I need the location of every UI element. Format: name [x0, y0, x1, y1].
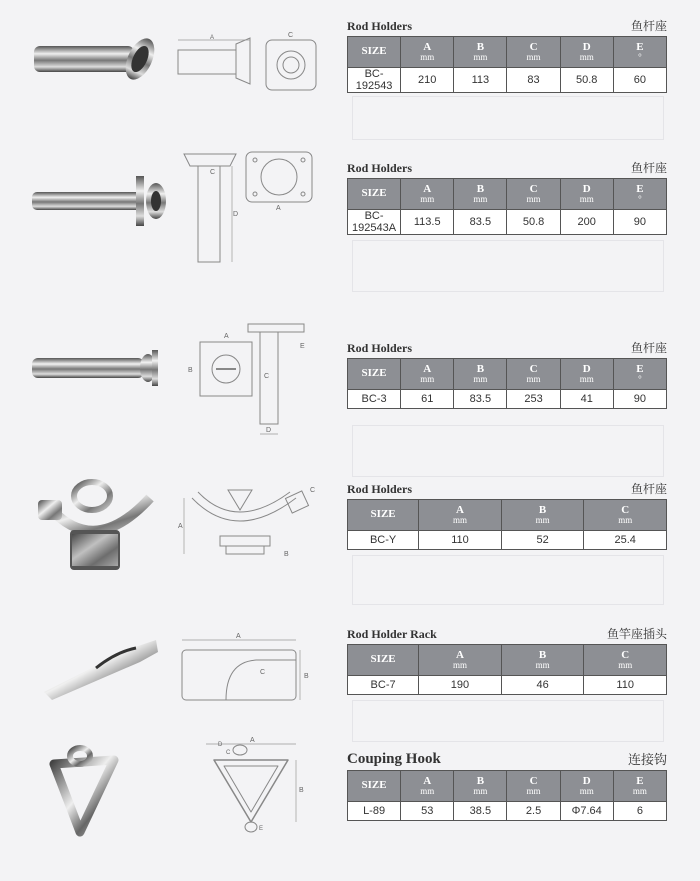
- dim-label: A: [250, 737, 255, 744]
- header-cell: D mm: [560, 771, 613, 802]
- section-title-cn: 鱼杆座: [630, 482, 667, 496]
- header-cell: B mm: [454, 359, 507, 390]
- table-header-row: [348, 37, 667, 68]
- bleed-through: [352, 555, 664, 605]
- header-cell: SIZE: [348, 500, 419, 531]
- rod-holder-side-drawing: [180, 146, 240, 266]
- table-cell: L-89: [348, 802, 401, 821]
- rod-holder-side-drawing: [244, 318, 314, 440]
- table-cell: 6: [613, 802, 666, 821]
- header-cell: C mm: [507, 359, 560, 390]
- dim-label: A: [210, 35, 215, 41]
- section-title: Couping Hook: [347, 751, 441, 767]
- bleed-through: [352, 425, 664, 477]
- rod-holder-photo: [28, 170, 178, 240]
- table-cell: 83.5: [454, 210, 507, 235]
- dim-label: A: [236, 633, 241, 640]
- table-cell: 110: [584, 676, 667, 695]
- rod-holder-y-photo: [30, 478, 160, 578]
- section-header: [347, 160, 667, 176]
- section-header: [347, 748, 667, 768]
- header-cell: A mm: [401, 179, 454, 210]
- couping-hook-drawing: [196, 732, 306, 836]
- section-title-cn: 鱼杆座: [630, 161, 667, 175]
- table-cell: BC-3: [348, 390, 401, 409]
- header-cell: B mm: [454, 771, 507, 802]
- section-title: Rod Holders: [347, 19, 413, 33]
- spec-table: [347, 770, 667, 821]
- header-cell: E °: [613, 179, 666, 210]
- header-cell: D mm: [560, 179, 613, 210]
- table-row: [348, 676, 667, 695]
- dim-label: C: [226, 750, 231, 756]
- table-cell: 83.5: [454, 390, 507, 409]
- table-row: [348, 210, 667, 235]
- section-rod-holder-rack-bc-7: [347, 626, 667, 695]
- header-cell: B mm: [501, 645, 584, 676]
- table-cell: BC-7: [348, 676, 419, 695]
- table-cell: 53: [401, 802, 454, 821]
- bleed-through: [352, 700, 664, 742]
- section-title-cn: 鱼杆座: [630, 341, 667, 355]
- header-cell: D mm: [560, 37, 613, 68]
- dim-label: A: [276, 205, 281, 212]
- table-cell: 110: [419, 531, 502, 550]
- table-header-row: [348, 359, 667, 390]
- table-header-row: [348, 179, 667, 210]
- dim-label: C: [260, 669, 266, 676]
- section-header: [347, 481, 667, 497]
- section-title-cn: 鱼竿座插头: [606, 627, 667, 641]
- rod-holder-y-drawing: [176, 484, 322, 568]
- header-cell: SIZE: [348, 37, 401, 68]
- table-cell: 113.5: [401, 210, 454, 235]
- section-rod-holders-bc-3: [347, 340, 667, 409]
- header-cell: SIZE: [348, 645, 419, 676]
- table-cell: 83: [507, 68, 560, 93]
- header-cell: A mm: [401, 771, 454, 802]
- dim-label: A: [224, 333, 229, 340]
- table-header-row: [348, 500, 667, 531]
- table-header-row: [348, 645, 667, 676]
- header-cell: C mm: [584, 500, 667, 531]
- table-cell: 38.5: [454, 802, 507, 821]
- section-title: Rod Holder Rack: [347, 627, 437, 641]
- table-cell: 113: [454, 68, 507, 93]
- bleed-through: [352, 240, 664, 292]
- header-cell: C mm: [507, 179, 560, 210]
- table-cell: BC-192543: [348, 68, 401, 93]
- table-cell: 210: [401, 68, 454, 93]
- table-cell: BC-Y: [348, 531, 419, 550]
- dim-label: B: [299, 787, 304, 794]
- header-cell: D mm: [560, 359, 613, 390]
- header-cell: A mm: [419, 645, 502, 676]
- header-cell: A mm: [401, 37, 454, 68]
- table-cell: 41: [560, 390, 613, 409]
- dim-label: E: [300, 343, 305, 350]
- spec-table: [347, 358, 667, 409]
- header-cell: A mm: [401, 359, 454, 390]
- section-title-cn: 连接钩: [627, 753, 667, 768]
- header-cell: B mm: [454, 179, 507, 210]
- rod-holder-side-drawing: [176, 32, 258, 92]
- rod-holder-photo: [28, 340, 168, 400]
- header-cell: SIZE: [348, 771, 401, 802]
- header-cell: SIZE: [348, 179, 401, 210]
- table-cell: 46: [501, 676, 584, 695]
- header-cell: C mm: [584, 645, 667, 676]
- table-row: [348, 531, 667, 550]
- header-cell: A mm: [419, 500, 502, 531]
- table-cell: 90: [613, 390, 666, 409]
- dim-label: B: [188, 367, 193, 374]
- header-cell: E °: [613, 37, 666, 68]
- section-title: Rod Holders: [347, 482, 413, 496]
- table-cell: 200: [560, 210, 613, 235]
- header-cell: B mm: [501, 500, 584, 531]
- rod-holder-top-drawing: [262, 28, 322, 92]
- section-title: Rod Holders: [347, 341, 413, 355]
- header-cell: C mm: [507, 37, 560, 68]
- dim-label: C: [210, 169, 216, 176]
- section-rod-holders-bc-192543: [347, 18, 667, 93]
- rod-holder-photo: [28, 28, 168, 98]
- dim-label: E: [259, 826, 264, 832]
- table-cell: 90: [613, 210, 666, 235]
- spec-table: [347, 36, 667, 93]
- rod-holder-rack-photo: [36, 634, 166, 704]
- dim-label: C: [288, 32, 294, 39]
- dim-label: B: [284, 551, 289, 558]
- section-couping-hook-l-89: [347, 748, 667, 821]
- table-cell: 50.8: [560, 68, 613, 93]
- header-cell: E mm: [613, 771, 666, 802]
- dim-label: D: [233, 211, 239, 218]
- table-row: [348, 390, 667, 409]
- dim-label: D: [218, 742, 223, 748]
- spec-table: [347, 499, 667, 550]
- dim-label: C: [310, 487, 316, 494]
- section-header: [347, 626, 667, 642]
- table-header-row: [348, 771, 667, 802]
- table-cell: Φ7.64: [560, 802, 613, 821]
- dim-label: D: [266, 427, 272, 434]
- section-rod-holders-bc-y: [347, 481, 667, 550]
- table-cell: 25.4: [584, 531, 667, 550]
- dim-label: C: [264, 373, 270, 380]
- table-cell: 50.8: [507, 210, 560, 235]
- couping-hook-photo: [40, 740, 140, 840]
- bleed-through: [352, 96, 664, 140]
- rod-holder-top-drawing: [242, 148, 318, 212]
- table-cell: 190: [419, 676, 502, 695]
- section-rod-holders-bc-192543a: [347, 160, 667, 235]
- section-title: Rod Holders: [347, 161, 413, 175]
- table-cell: 253: [507, 390, 560, 409]
- header-cell: E °: [613, 359, 666, 390]
- rod-holder-rack-drawing: [176, 630, 316, 710]
- section-header: [347, 18, 667, 34]
- section-title-cn: 鱼杆座: [630, 19, 667, 33]
- dim-label: B: [304, 673, 309, 680]
- section-header: [347, 340, 667, 356]
- dim-label: A: [178, 523, 183, 530]
- table-cell: 2.5: [507, 802, 560, 821]
- table-cell: 61: [401, 390, 454, 409]
- table-cell: 60: [613, 68, 666, 93]
- table-row: [348, 68, 667, 93]
- spec-table: [347, 178, 667, 235]
- table-cell: BC-192543A: [348, 210, 401, 235]
- table-row: [348, 802, 667, 821]
- spec-table: [347, 644, 667, 695]
- header-cell: B mm: [454, 37, 507, 68]
- table-cell: 52: [501, 531, 584, 550]
- header-cell: C mm: [507, 771, 560, 802]
- header-cell: SIZE: [348, 359, 401, 390]
